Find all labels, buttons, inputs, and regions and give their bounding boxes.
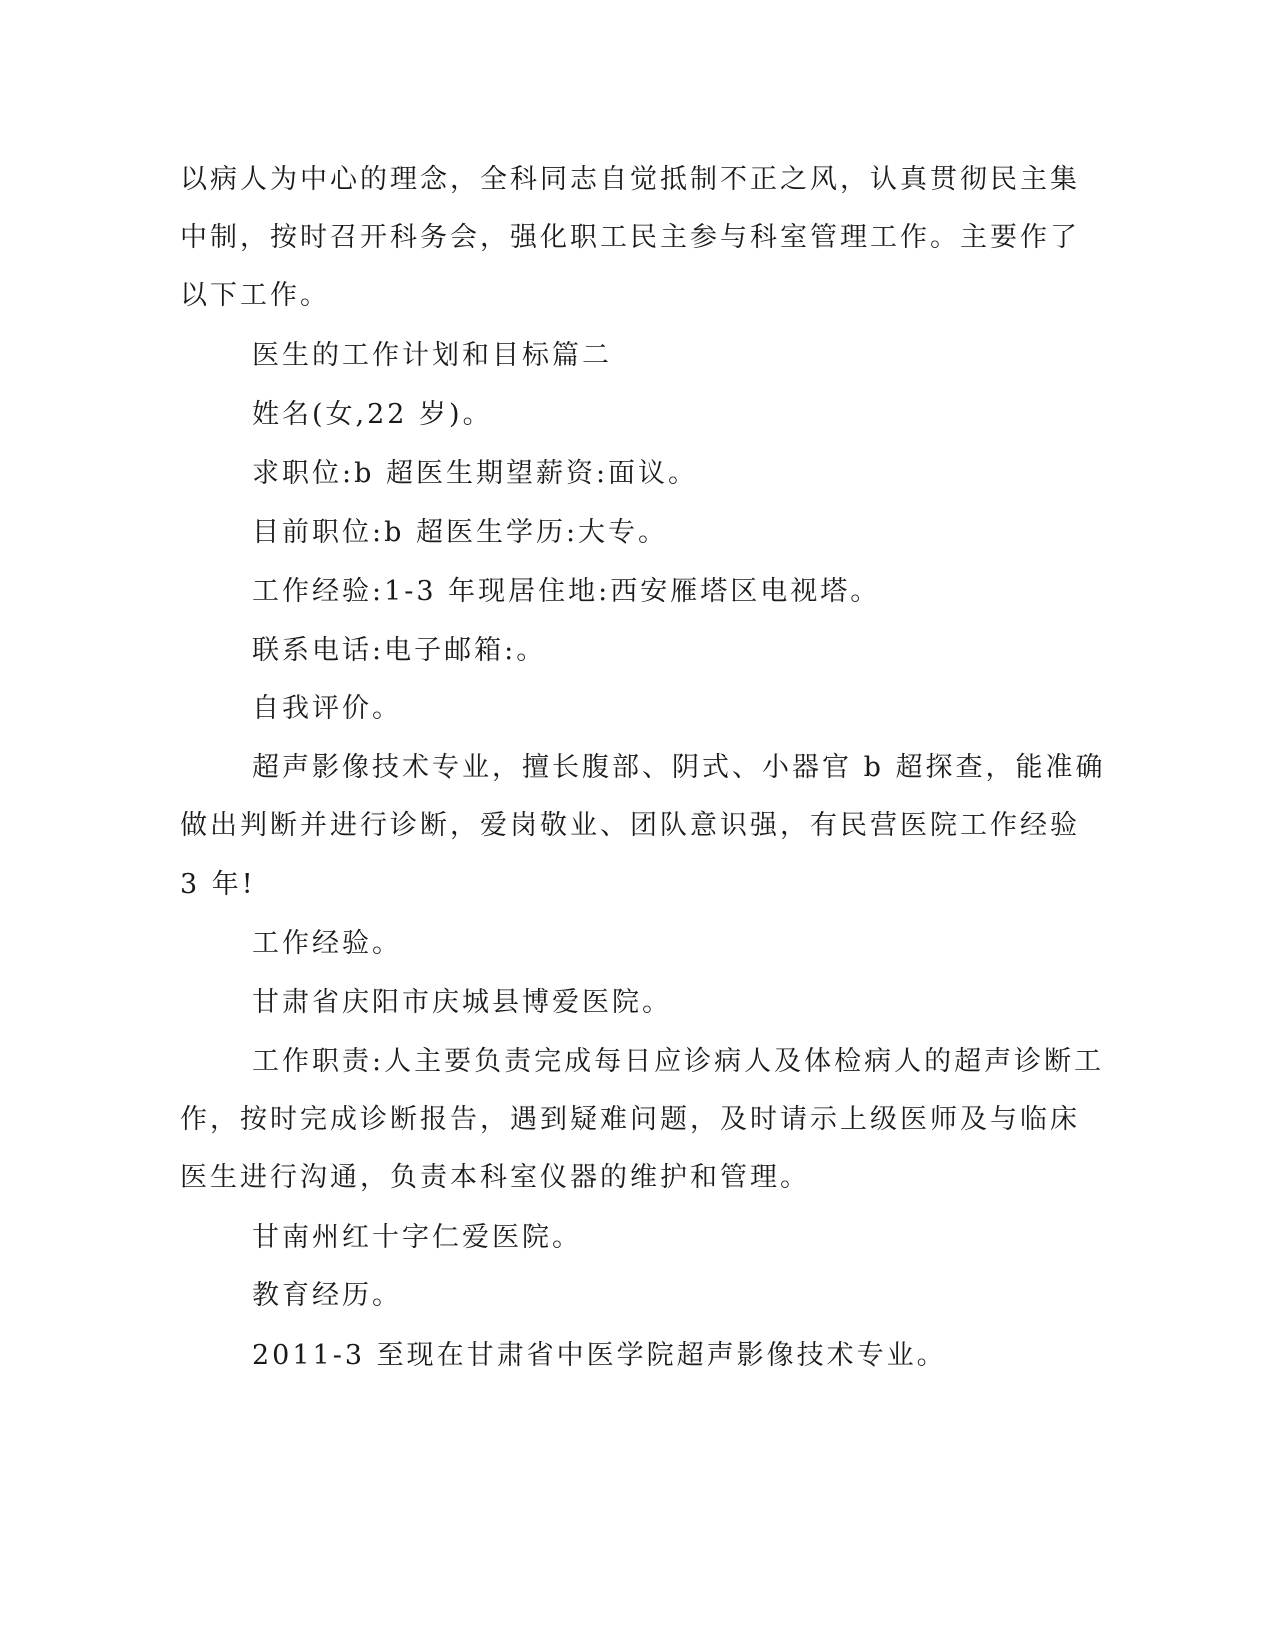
text-line: 教育经历。 [252,1280,402,1311]
text-line: 3 年! [180,869,256,900]
text-line: 作，按时完成诊断报告，遇到疑难问题，及时请示上级医师及与临床 [180,1104,1080,1135]
text-line: 超声影像技术专业，擅长腹部、阴式、小器官 b 超探查，能准确 [252,752,1106,783]
text-line: 以病人为中心的理念，全科同志自觉抵制不正之风，认真贯彻民主集 [180,164,1080,195]
text-line: 工作职责:人主要负责完成每日应诊病人及体检病人的超声诊断工 [252,1046,1105,1077]
section-heading: 医生的工作计划和目标篇二 [252,340,612,371]
text-line: 甘南州红十字仁爱医院。 [252,1222,582,1253]
text-line: 做出判断并进行诊断，爱岗敬业、团队意识强，有民营医院工作经验 [180,810,1080,841]
text-line: 中制，按时召开科务会，强化职工民主参与科室管理工作。主要作了 [180,222,1080,253]
text-line: 姓名(女,22 岁)。 [252,399,493,430]
text-line: 工作经验:1-3 年现居住地:西安雁塔区电视塔。 [252,576,881,607]
text-line: 甘肃省庆阳市庆城县博爱医院。 [252,987,672,1018]
text-line: 医生进行沟通，负责本科室仪器的维护和管理。 [180,1162,810,1193]
text-line: 目前职位:b 超医生学历:大专。 [252,517,669,548]
text-line: 工作经验。 [252,928,402,959]
text-line: 联系电话:电子邮箱:。 [252,635,547,666]
text-line: 自我评价。 [252,693,402,724]
text-line: 求职位:b 超医生期望薪资:面议。 [252,458,699,489]
text-line: 以下工作。 [180,280,330,311]
text-line: 2011-3 至现在甘肃省中医学院超声影像技术专业。 [252,1340,947,1371]
